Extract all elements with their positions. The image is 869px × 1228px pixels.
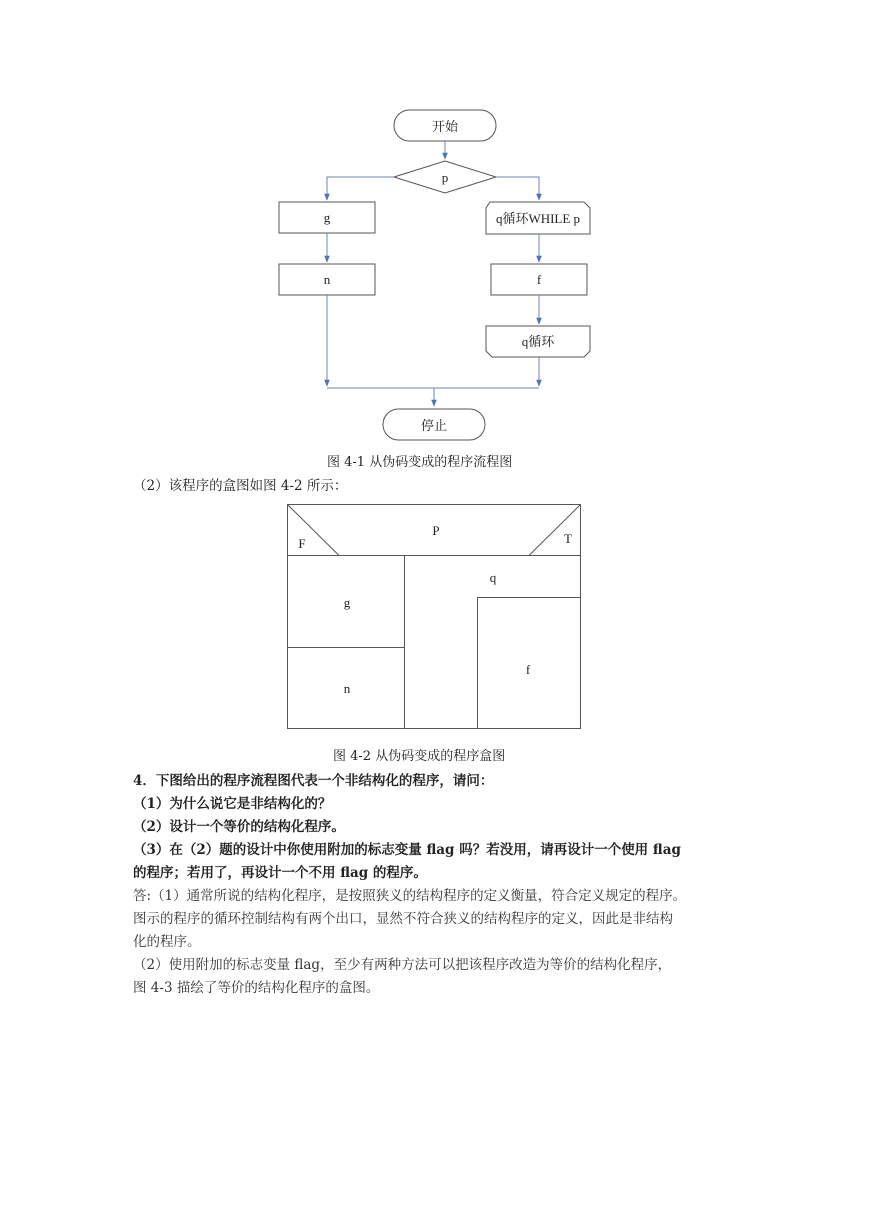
box-cell-n-label: n — [343, 681, 351, 696]
question-3-line-1: （3）在（2）题的设计中你使用附加的标志变量 flag 吗？若没用，请再设计一个使用 flag — [133, 842, 681, 858]
flowchart-4-1 — [0, 0, 869, 470]
question-1: （1）为什么说它是非结构化的？ — [133, 796, 332, 812]
box-cell-g-label: g — [343, 595, 351, 610]
box-loop-label: q — [489, 570, 497, 585]
stop-label: 停止 — [420, 418, 448, 433]
loop-start-label: q循环WHILE p — [495, 211, 581, 226]
decision-label: p — [441, 170, 449, 185]
answer-1-line-2: 图示的程序的循环控制结构有两个出口，显然不符合狭义的结构程序的定义，因此是非结构 — [133, 911, 673, 927]
left-process-n-label: n — [323, 272, 331, 287]
answer-1-line-3: 化的程序。 — [133, 934, 201, 950]
answer-1-line-1: 答:（1）通常所说的结构化程序，是按照狭义的结构程序的定义衡量，符合定义规定的程序。 — [133, 888, 687, 904]
question-2: （2）设计一个等价的结构化程序。 — [133, 819, 345, 835]
left-process-g-label: g — [323, 210, 331, 225]
question-3-line-2: 的程序；若用了，再设计一个不用 flag 的程序。 — [133, 865, 427, 881]
intro-line: （2）该程序的盒图如图 4-2 所示： — [133, 478, 348, 494]
figure-4-1-caption: 图 4-1 从伪码变成的程序流程图 — [327, 455, 513, 470]
start-label: 开始 — [431, 119, 459, 134]
question-title: 4．下图给出的程序流程图代表一个非结构化的程序，请问： — [133, 773, 494, 789]
box-false-label: F — [298, 536, 306, 551]
boxchart-4-2 — [0, 500, 869, 735]
figure-4-2-caption: 图 4-2 从伪码变成的程序盒图 — [333, 749, 506, 764]
box-true-label: T — [564, 531, 572, 546]
box-cell-f-label: f — [525, 662, 531, 677]
box-condition-label: P — [432, 523, 440, 538]
right-process-f-label: f — [536, 272, 542, 287]
answer-2-line-2: 图 4-3 描绘了等价的结构化程序的盒图。 — [133, 980, 380, 996]
loop-end-label: q循环 — [521, 334, 555, 349]
answer-2-line-1: （2）使用附加的标志变量 flag，至少有两种方法可以把该程序改造为等价的结构化程序， — [133, 957, 672, 973]
